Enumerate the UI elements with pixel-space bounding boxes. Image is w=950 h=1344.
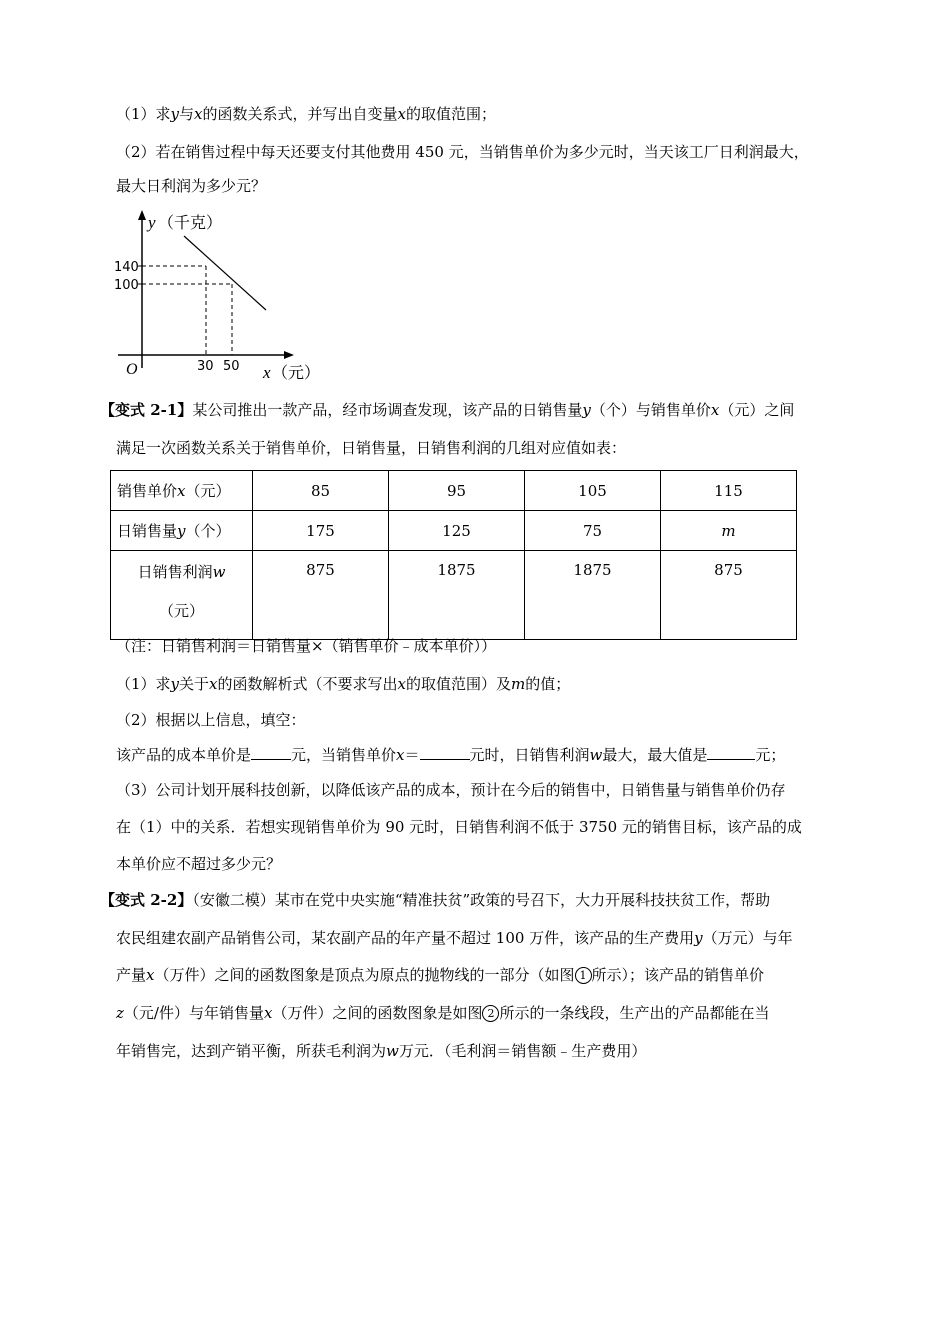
- variant-2-2-line4: z（元/件）与年销售量x（万件）之间的函数图象是如图 2 所示的一条线段，生产出的产品都能在当: [116, 1004, 770, 1022]
- variant-2-2-line1: 【变式 2-2】（安徽二模）某市在党中央实施“精准扶贫”政策的号召下，大力开展科技扶贫工作，帮助: [100, 891, 771, 909]
- table-row: [111, 551, 797, 640]
- x-tick-label-50: 50: [223, 359, 240, 374]
- x-label-var: x: [263, 363, 271, 382]
- table-row-label: 日销售量y（个）: [111, 511, 253, 551]
- circled-number-2: 2: [482, 1005, 499, 1022]
- circled-number-1: 1: [575, 967, 592, 984]
- table-cell: m: [661, 511, 797, 551]
- variant-2-1-question-2: （2）根据以上信息，填空：: [116, 711, 306, 729]
- y-axis-arrow: [138, 210, 146, 220]
- y-tick-label-100: 100: [114, 278, 139, 293]
- variant-2-1-fill-line: 该产品的成本单价是 元，当销售单价x＝ 元时，日销售利润w最大，最大值是 元；: [116, 746, 786, 764]
- table-cell: 125: [389, 511, 525, 551]
- y-tick-label-140: 140: [114, 260, 139, 275]
- x-label-unit: （元）: [272, 363, 321, 382]
- x-tick-label-30: 30: [197, 359, 214, 374]
- table-row: [111, 511, 797, 551]
- table-cell: 75: [525, 511, 661, 551]
- table-cell: 875: [661, 551, 797, 640]
- table-cell: 1875: [389, 551, 525, 640]
- table-cell: 95: [389, 471, 525, 511]
- variant-2-1-question-3-line1: （3）公司计划开展科技创新，以降低该产品的成本，预计在今后的销售中，日销售量与销售单价仍存: [116, 781, 786, 799]
- blank-max[interactable]: [707, 745, 755, 760]
- table-cell: 875: [253, 551, 389, 640]
- table-row-label: 日销售利润w （元）: [111, 551, 253, 640]
- blank-cost[interactable]: [251, 745, 291, 760]
- variant-2-1-line2: 满足一次函数关系关于销售单价，日销售量，日销售利润的几组对应值如表：: [116, 439, 627, 457]
- variant-2-2-line3: 产量x（万件）之间的函数图象是顶点为原点的抛物线的一部分（如图 1 所示）；该产品的销售单价: [116, 966, 765, 984]
- y-label-unit: （千克）: [158, 213, 223, 232]
- table-cell: 175: [253, 511, 389, 551]
- variant-2-1-question-1: （1）求y关于x的函数解析式（不要求写出x的取值范围）及m的值；: [116, 675, 571, 693]
- table-cell: 1875: [525, 551, 661, 640]
- variant-2-2-line2: 农民组建农副产品销售公司，某农副产品的年产量不超过 100 万件，该产品的生产费用y（万元）与年: [116, 929, 793, 947]
- table-cell: 105: [525, 471, 661, 511]
- table-note: （注：日销售利润＝日销售量×（销售单价﹣成本单价））: [116, 637, 497, 655]
- price-quantity-graph: [108, 208, 321, 383]
- table-cell: 85: [253, 471, 389, 511]
- question-2-line1: （2）若在销售过程中每天还要支付其他费用 450 元，当销售单价为多少元时，当天该工厂日利润最大，: [116, 143, 809, 161]
- y-label-var: y: [148, 213, 156, 232]
- question-1: （1）求y与x的函数关系式，并写出自变量x的取值范围；: [116, 105, 497, 123]
- question-2-line2: 最大日利润为多少元？: [116, 177, 267, 195]
- variant-2-1-question-3-line2: 在（1）中的关系．若想实现销售单价为 90 元时，日销售利润不低于 3750 元的销售目标，该产品的成: [116, 818, 802, 836]
- variant-2-1-line1: 【变式 2-1】某公司推出一款产品，经市场调查发现，该产品的日销售量y（个）与销售单价x（元）之间: [100, 401, 795, 419]
- value-table: [110, 470, 797, 640]
- demand-line: [184, 236, 266, 310]
- table-row: [111, 471, 797, 511]
- origin-label: O: [126, 361, 138, 378]
- x-axis-arrow: [284, 351, 294, 359]
- variant-2-2-line5: 年销售完，达到产销平衡，所获毛利润为w万元．（毛利润＝销售额﹣生产费用）: [116, 1042, 647, 1060]
- table-cell: 115: [661, 471, 797, 511]
- blank-price[interactable]: [420, 745, 470, 760]
- table-row-label: 销售单价x（元）: [111, 471, 253, 511]
- variant-2-1-question-3-line3: 本单价应不超过多少元？: [116, 855, 282, 873]
